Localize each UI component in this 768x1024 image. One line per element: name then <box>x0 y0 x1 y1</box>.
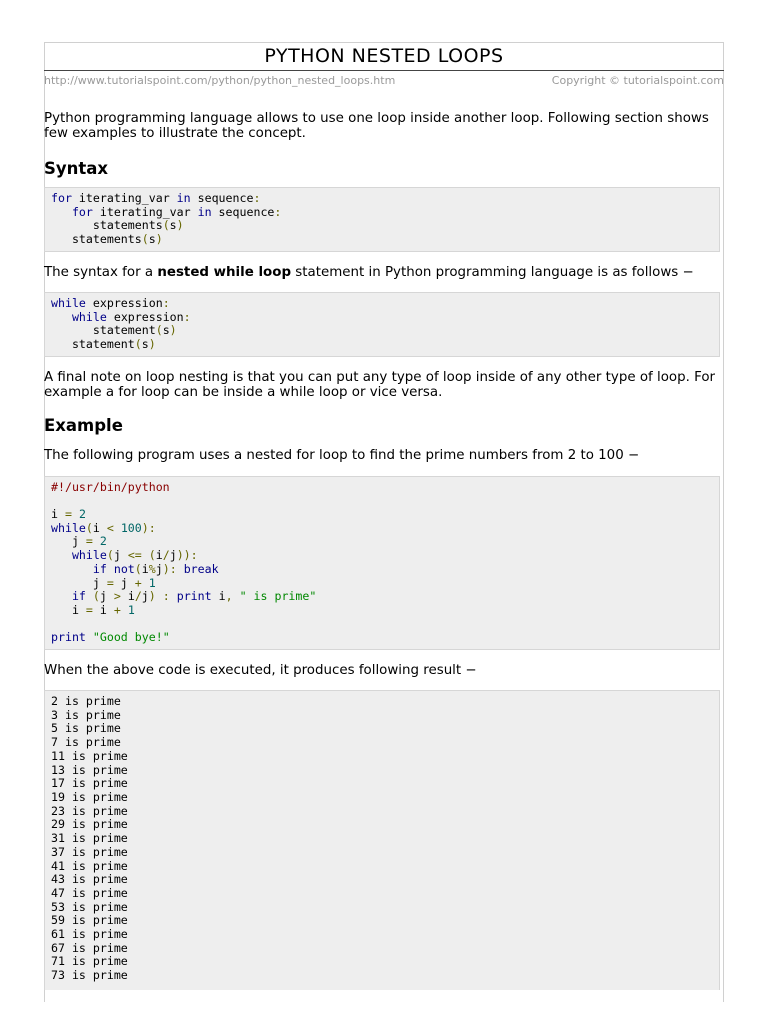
code-token: > <box>113 589 121 604</box>
for-syntax-code <box>51 192 713 247</box>
output-line: 53 is prime <box>51 899 128 914</box>
code-token: = <box>85 534 93 549</box>
output-line: 61 is prime <box>51 927 128 942</box>
output-line: 7 is prime <box>51 735 121 750</box>
code-token: )): <box>176 548 198 563</box>
code-token: i <box>51 507 65 522</box>
final-note-paragraph: A final note on loop nesting is that you can put any type of loop inside of any other type of loop. For example a for loop can be inside a while loop or vice versa. <box>44 369 716 400</box>
code-token: ) <box>148 589 156 604</box>
code-token: ( <box>92 589 100 604</box>
code-token: #!/usr/bin/python <box>51 479 170 494</box>
output-line: 71 is prime <box>51 954 128 969</box>
code-token: break <box>183 561 219 576</box>
code-token <box>142 576 149 590</box>
example-heading: Example <box>44 415 123 435</box>
output-line: 5 is prime <box>51 721 121 736</box>
while-intro-text-before: The syntax for a <box>44 264 158 280</box>
code-token <box>51 548 72 562</box>
output-line: 13 is prime <box>51 762 128 777</box>
code-token: for <box>71 204 93 219</box>
code-token <box>114 521 121 535</box>
code-token: j <box>169 548 177 563</box>
code-token: = <box>106 575 114 590</box>
code-token: 1 <box>148 575 156 590</box>
code-token <box>93 534 100 548</box>
code-token: j <box>113 548 128 563</box>
output-line: 47 is prime <box>51 885 128 900</box>
code-token: statement <box>51 323 156 338</box>
code-token: ): <box>162 561 177 576</box>
code-token: ( <box>162 218 170 233</box>
code-token <box>233 589 240 603</box>
while-intro-text-after: statement in Python programming language is as follows − <box>291 264 694 280</box>
code-token: , <box>225 589 233 604</box>
code-token: sequence <box>211 204 275 219</box>
code-token: expression <box>85 295 163 310</box>
code-token <box>86 630 93 644</box>
code-token: iterating_var <box>92 204 198 219</box>
output-line: 67 is prime <box>51 940 128 955</box>
code-token: j <box>155 561 163 576</box>
code-token: ) <box>155 232 163 247</box>
output-line: 17 is prime <box>51 776 128 791</box>
result-intro: When the above code is executed, it produces following result − <box>44 663 477 679</box>
while-syntax-code <box>51 297 713 352</box>
code-token: i <box>92 520 107 535</box>
code-token: / <box>134 589 142 604</box>
code-token: = <box>64 507 72 522</box>
code-token: 2 <box>99 534 107 549</box>
code-token: sequence <box>190 191 254 205</box>
code-token: ( <box>141 232 149 247</box>
title-divider <box>44 70 724 71</box>
code-token: print <box>51 630 86 645</box>
code-token: s <box>141 336 149 351</box>
code-token: j <box>51 575 107 590</box>
code-token: ( <box>148 548 156 563</box>
code-token: i <box>120 589 135 604</box>
code-token: : <box>253 191 261 205</box>
code-token: while <box>71 309 107 324</box>
code-token <box>107 562 114 576</box>
code-token <box>72 507 79 521</box>
code-token: i <box>211 589 226 604</box>
example-intro: The following program uses a nested for loop to find the prime numbers from 2 to 100 − <box>44 447 640 463</box>
code-token: + <box>113 602 121 617</box>
code-token: : <box>274 204 282 219</box>
example-code-block <box>44 476 720 650</box>
code-token <box>51 562 93 576</box>
code-token <box>142 548 149 562</box>
code-token <box>51 205 72 219</box>
code-token: / <box>162 548 170 563</box>
output-line: 37 is prime <box>51 844 128 859</box>
code-token: 2 <box>78 507 86 522</box>
source-url: http://www.tutorialspoint.com/python/python_nested_loops.htm <box>44 74 396 87</box>
example-code <box>51 481 713 645</box>
code-token: 1 <box>127 602 135 617</box>
code-token: < <box>106 520 114 535</box>
output-line: 2 is prime <box>51 694 121 709</box>
intro-paragraph: Python programming language allows to use one loop inside another loop. Following section shows few examples to illustrate the concept. <box>44 111 709 141</box>
output-line: 3 is prime <box>51 707 121 722</box>
code-token: " is prime" <box>239 589 317 604</box>
code-token: i <box>141 561 149 576</box>
for-syntax-code-block <box>44 187 720 252</box>
code-token: ) <box>176 218 184 233</box>
while-syntax-intro <box>44 265 724 280</box>
code-token: in <box>176 191 191 205</box>
while-intro-bold: nested while loop <box>157 264 292 280</box>
output-line: 73 is prime <box>51 968 128 983</box>
code-token: : <box>183 309 191 324</box>
code-token: j <box>141 589 149 604</box>
code-token: + <box>134 575 142 590</box>
code-token: j <box>51 534 86 549</box>
page-title: PYTHON NESTED LOOPS <box>264 45 504 67</box>
program-output <box>51 695 713 983</box>
code-token <box>51 589 72 603</box>
code-token: statement <box>51 336 135 351</box>
code-token: ): <box>141 520 156 535</box>
syntax-heading: Syntax <box>44 159 109 178</box>
code-token: ) <box>169 323 177 338</box>
code-token: i <box>155 548 163 563</box>
code-token: while <box>51 295 86 310</box>
code-token: : <box>162 589 170 604</box>
code-token <box>177 562 184 576</box>
code-token: = <box>85 602 93 617</box>
code-token: : <box>162 295 170 310</box>
code-token: if <box>92 561 107 576</box>
code-token: <= <box>127 548 142 563</box>
code-token: s <box>148 232 156 247</box>
output-line: 41 is prime <box>51 858 128 873</box>
code-token: ( <box>134 336 142 351</box>
code-token: s <box>169 218 177 233</box>
code-token: 100 <box>120 520 142 535</box>
output-line: 31 is prime <box>51 831 128 846</box>
code-token: if <box>71 589 86 604</box>
code-token: j <box>113 575 135 590</box>
code-token: j <box>99 589 114 604</box>
code-token: i <box>51 602 86 617</box>
code-token: statements <box>51 232 142 247</box>
code-token: s <box>162 323 170 338</box>
code-token: for <box>51 191 72 205</box>
output-line: 43 is prime <box>51 872 128 887</box>
code-token: ( <box>85 520 93 535</box>
output-line: 19 is prime <box>51 789 128 804</box>
output-line: 29 is prime <box>51 817 128 832</box>
code-token: statements <box>51 218 163 233</box>
code-token <box>170 589 177 603</box>
output-line: 59 is prime <box>51 913 128 928</box>
code-token <box>51 310 72 324</box>
code-token: while <box>51 520 86 535</box>
code-token <box>121 603 128 617</box>
code-token: % <box>148 561 156 576</box>
code-token: print <box>176 589 212 604</box>
code-token <box>86 589 93 603</box>
code-token: ( <box>134 561 142 576</box>
code-token: expression <box>106 309 184 324</box>
code-token: while <box>71 548 107 563</box>
while-syntax-code-block <box>44 292 720 357</box>
code-token: i <box>92 602 114 617</box>
code-token <box>156 589 163 603</box>
output-line: 11 is prime <box>51 748 128 763</box>
code-token: in <box>197 204 212 219</box>
code-token: ( <box>155 323 163 338</box>
output-line: 23 is prime <box>51 803 128 818</box>
code-token: ( <box>106 548 114 563</box>
code-token: ) <box>148 336 156 351</box>
main-content <box>44 111 724 990</box>
code-token: iterating_var <box>71 191 177 205</box>
copyright-notice: Copyright © tutorialspoint.com <box>551 74 724 87</box>
code-token: not <box>113 561 135 576</box>
output-code-block <box>44 690 720 990</box>
code-token: "Good bye!" <box>92 630 170 645</box>
